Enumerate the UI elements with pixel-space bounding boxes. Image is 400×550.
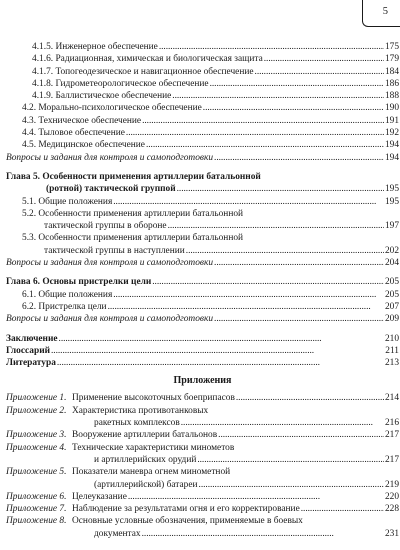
appendix-page: 214 — [384, 393, 399, 404]
toc-entry-6-2[interactable] — [6, 301, 399, 313]
toc-entry-text: 4.1.7. Топогеодезическое и навигационное обеспечение — [32, 66, 254, 77]
toc-entry-page: 191 — [384, 115, 399, 126]
appendix-page: 231 — [384, 528, 399, 539]
appendix-text: документах — [94, 528, 141, 539]
dot-leader — [51, 345, 384, 357]
toc-entry-text: тактической группы в обороне — [44, 221, 167, 232]
chapter-6-title[interactable] — [6, 276, 399, 288]
toc-entry-text: Вопросы и задания для контроля и самоподготовки — [6, 314, 214, 325]
dot-leader — [126, 127, 384, 139]
appendix-label: Приложение 3. — [6, 430, 67, 441]
appendix-5[interactable] — [6, 479, 399, 491]
appendix-text: ракетных комплексов — [94, 418, 180, 429]
toc-entry-text: 4.1.9. Баллистическое обеспечение — [32, 91, 172, 102]
appendix-text: Целеуказание — [72, 491, 127, 502]
toc-entry-page: 205 — [384, 289, 399, 300]
dot-leader — [152, 276, 384, 288]
appendix-6[interactable] — [6, 491, 399, 503]
toc-entry-page: 213 — [384, 358, 399, 369]
toc-entry-questions-ch6[interactable] — [6, 313, 399, 325]
dot-leader — [264, 53, 384, 65]
appendix-3[interactable] — [6, 429, 399, 441]
appendix-text: и артиллерийских орудий — [94, 454, 197, 465]
toc-entry-4-1-9[interactable] — [6, 90, 399, 102]
dot-leader — [214, 313, 384, 325]
toc-entry-4-2[interactable] — [6, 102, 399, 114]
dot-leader — [199, 479, 384, 491]
toc-entry-page: 202 — [384, 245, 399, 256]
toc-entry-page: 195 — [384, 196, 399, 207]
appendix-text: Основные условные обозначения, применяемые в боевых — [72, 516, 303, 527]
toc-entry-text: 4.1.8. Гидрометеорологическое обеспечение — [32, 78, 209, 89]
dot-leader — [203, 102, 384, 114]
toc-entry-text: Заключение — [6, 333, 58, 344]
dot-leader — [108, 301, 384, 313]
toc-entry-4-1-7[interactable] — [6, 66, 399, 78]
dot-leader — [210, 78, 384, 90]
appendix-8-line1[interactable] — [6, 515, 399, 527]
dot-leader — [128, 491, 384, 503]
appendix-8[interactable] — [6, 528, 399, 540]
dot-leader — [181, 417, 384, 429]
toc-entry-page: 197 — [384, 221, 399, 232]
toc-entry-text: 4.3. Техническое обеспечение — [22, 115, 142, 126]
toc-entry-text: Литература — [6, 358, 56, 369]
toc-entry-page: 188 — [384, 91, 399, 102]
dot-leader — [214, 152, 384, 164]
dot-leader — [255, 66, 384, 78]
toc-entry-page: 194 — [384, 152, 399, 163]
dot-leader — [57, 357, 384, 369]
toc-entry-5-2-line1[interactable]: 5.2. Особенности применения артиллерии батальонной — [22, 208, 244, 219]
appendix-label: Приложение 7. — [6, 504, 67, 515]
appendix-7[interactable] — [6, 503, 399, 515]
toc-entry-page: 195 — [384, 184, 399, 195]
dot-leader — [301, 503, 384, 515]
toc-entry-5-3[interactable] — [6, 245, 399, 257]
appendix-page: 219 — [384, 479, 399, 490]
toc-entry-page: 184 — [384, 66, 399, 77]
table-of-contents — [6, 41, 399, 540]
appendix-text: Наблюдение за результатами огня и его корректирование — [72, 504, 300, 515]
toc-entry-text: 5.1. Общие положения — [22, 196, 113, 207]
toc-entry-page: 209 — [384, 314, 399, 325]
appendix-2-line1[interactable] — [6, 405, 399, 417]
appendices-heading: Приложения — [173, 375, 232, 387]
dot-leader — [142, 115, 384, 127]
toc-entry-text: Вопросы и задания для контроля и самоподготовки — [6, 152, 214, 163]
toc-entry-text: 6.1. Общие положения — [22, 289, 113, 300]
dot-leader — [146, 139, 384, 151]
toc-entry-text: 4.4. Тыловое обеспечение — [22, 128, 125, 139]
dot-leader — [159, 41, 384, 53]
dot-leader — [172, 90, 384, 102]
toc-entry-4-3[interactable] — [6, 115, 399, 127]
toc-entry-page: 190 — [384, 103, 399, 114]
dot-leader — [214, 257, 384, 269]
dot-leader — [168, 220, 384, 232]
toc-entry-literature[interactable] — [6, 357, 399, 369]
dot-leader — [113, 196, 384, 208]
appendix-label: Приложение 2. — [6, 405, 67, 416]
toc-entry-page: 175 — [384, 42, 399, 52]
appendix-label: Приложение 1. — [6, 393, 67, 404]
toc-entry-page: 211 — [385, 345, 399, 356]
toc-entry-page: 192 — [384, 128, 399, 139]
toc-entry-text: 6.2. Пристрелка цели — [22, 301, 107, 312]
toc-entry-5-2[interactable] — [6, 220, 399, 232]
appendix-text: Вооружение артиллерии батальонов — [72, 430, 218, 441]
appendix-2[interactable] — [6, 417, 399, 429]
chapter-5-title[interactable] — [6, 183, 399, 195]
toc-entry-questions-ch5[interactable] — [6, 257, 399, 269]
appendix-text: Характеристика противотанковых — [72, 405, 209, 416]
toc-entry-5-1[interactable] — [6, 196, 399, 208]
appendix-text: Применение высокоточных боеприпасов — [72, 393, 235, 404]
toc-entry-4-5[interactable] — [6, 139, 399, 151]
chapter-title-text: Глава 6. Основы пристрелки цели — [6, 277, 152, 288]
toc-entry-page: 210 — [384, 333, 399, 344]
appendix-4-line1[interactable] — [6, 442, 399, 454]
toc-entry-questions-ch4[interactable] — [6, 152, 399, 164]
dot-leader — [142, 528, 384, 540]
dot-leader — [113, 289, 384, 301]
dot-leader — [197, 454, 384, 466]
toc-entry-text: Глоссарий — [6, 345, 50, 356]
page-number: 5 — [382, 6, 388, 17]
appendix-4[interactable] — [6, 454, 399, 466]
toc-entry-text: 4.1.5. Инженерное обеспечение — [32, 42, 158, 52]
appendix-1[interactable] — [6, 392, 399, 404]
toc-entry-page: 179 — [384, 54, 399, 65]
appendix-label: Приложение 4. — [6, 442, 67, 453]
toc-entry-text: 4.5. Медицинское обеспечение — [22, 140, 145, 151]
appendix-text: Показатели маневра огнем минометной — [72, 467, 231, 478]
appendix-page: 217 — [384, 454, 399, 465]
appendix-label: Приложение 5. — [6, 467, 67, 478]
dot-leader — [177, 183, 384, 195]
toc-entry-page: 207 — [384, 301, 399, 312]
dot-leader — [59, 333, 384, 345]
chapter-5-title-line1[interactable]: Глава 5. Особенности применения артиллерии батальонной — [6, 171, 261, 182]
appendix-page: 216 — [384, 418, 399, 429]
chapter-title-text: (ротной) тактической группой — [46, 184, 176, 195]
toc-entry-glossary[interactable] — [6, 345, 399, 357]
appendix-page: 228 — [384, 504, 399, 515]
dot-leader — [218, 429, 384, 441]
toc-entry-5-3-line1[interactable]: 5.3. Особенности применения артиллерии батальонной — [22, 233, 244, 244]
page-number-tab — [362, 0, 400, 27]
appendix-5-line1[interactable] — [6, 466, 399, 478]
appendix-text: Технические характеристики минометов — [72, 442, 235, 453]
toc-entry-conclusion[interactable] — [6, 333, 399, 345]
appendix-page: 217 — [384, 430, 399, 441]
toc-entry-text: 4.2. Морально-психологическое обеспечение — [22, 103, 202, 114]
dot-leader — [236, 392, 384, 404]
appendix-page: 220 — [384, 491, 399, 502]
appendix-text: (артиллерийской) батареи — [94, 479, 198, 490]
toc-entry-6-1[interactable] — [6, 289, 399, 301]
toc-entry-text: тактической группы в наступлении — [44, 245, 185, 256]
toc-entry-4-1-5[interactable] — [6, 41, 399, 53]
toc-entry-text: Вопросы и задания для контроля и самоподготовки — [6, 258, 214, 269]
toc-entry-4-4[interactable] — [6, 127, 399, 139]
toc-entry-page: 204 — [384, 258, 399, 269]
toc-entry-page: 205 — [384, 277, 399, 288]
dot-leader — [186, 245, 384, 257]
appendix-label: Приложение 8. — [6, 516, 67, 527]
toc-entry-text: 4.1.6. Радиационная, химическая и биологическая защита — [32, 54, 263, 65]
appendix-label: Приложение 6. — [6, 491, 67, 502]
toc-entry-page: 194 — [384, 140, 399, 151]
toc-entry-page: 186 — [384, 78, 399, 89]
toc-entry-4-1-8[interactable] — [6, 78, 399, 90]
toc-entry-4-1-6[interactable] — [6, 53, 399, 65]
